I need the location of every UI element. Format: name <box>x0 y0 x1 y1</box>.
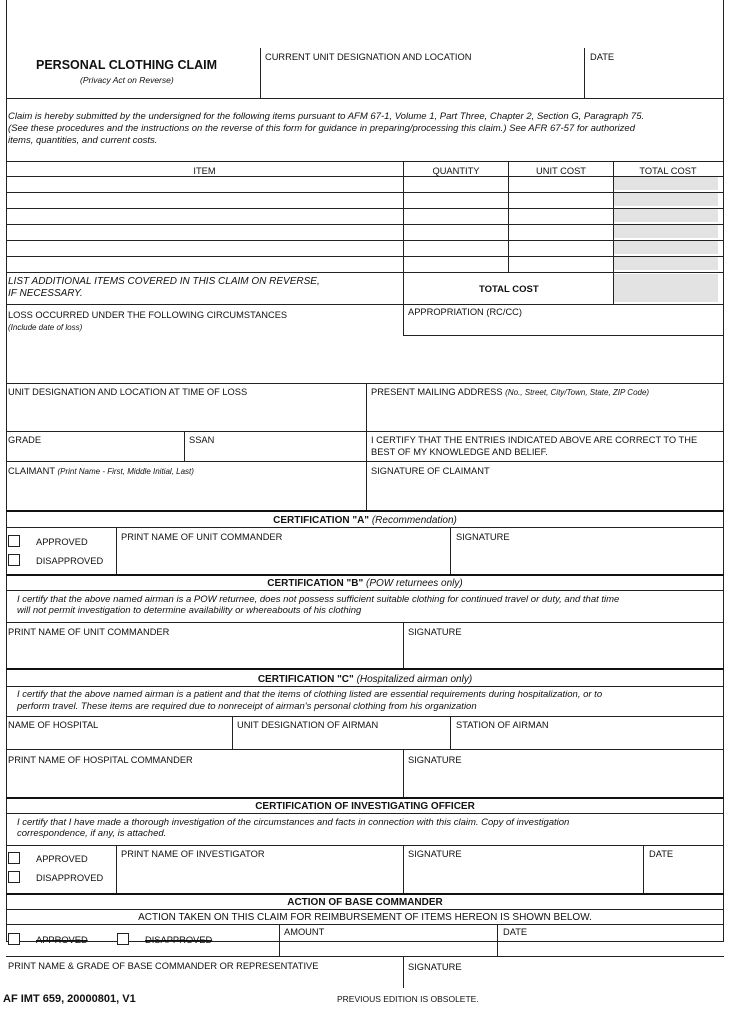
divider <box>184 431 185 461</box>
header-item: ITEM <box>193 166 216 176</box>
total-cost-cell <box>614 193 718 206</box>
intro-line-3: items, quantities, and current costs. <box>8 135 158 146</box>
divider <box>6 431 724 432</box>
cert-a-disapproved-checkbox[interactable] <box>8 554 20 566</box>
unit-at-loss-label: UNIT DESIGNATION AND LOCATION AT TIME OF LOSS <box>8 387 248 397</box>
claimant-signature-label: SIGNATURE OF CLAIMANT <box>371 466 490 476</box>
form-subtitle: (Privacy Act on Reverse) <box>80 75 174 85</box>
investigator-signature-label: SIGNATURE <box>408 849 462 859</box>
certify-line-1: I CERTIFY THAT THE ENTRIES INDICATED ABOVE ARE CORRECT TO THE <box>371 435 698 445</box>
intro-line-2: (See these procedures and the instructions on the reverse of this form for guidance in preparing/processing this claim.) See AFR 67-57 for authorized <box>8 123 635 134</box>
divider <box>6 383 724 384</box>
cert-a-approved-checkbox[interactable] <box>8 535 20 547</box>
column-divider <box>403 161 404 304</box>
certify-line-2: BEST OF MY KNOWLEDGE AND BELIEF. <box>371 447 548 457</box>
divider <box>232 716 233 749</box>
cert-a-commander-label: PRINT NAME OF UNIT COMMANDER <box>121 532 283 542</box>
divider <box>403 845 404 893</box>
airman-station-label: STATION OF AIRMAN <box>456 720 549 730</box>
divider <box>6 893 724 895</box>
cert-b-subtitle: (POW returnees only) <box>366 578 463 589</box>
cert-c-title <box>6 674 724 685</box>
divider <box>6 590 724 591</box>
cert-b-signature-label: SIGNATURE <box>408 627 462 637</box>
divider <box>403 304 404 335</box>
divider <box>6 668 724 670</box>
hospital-name-label: NAME OF HOSPITAL <box>8 720 99 730</box>
divider <box>6 749 724 750</box>
cert-a-heading: CERTIFICATION "A" <box>273 515 370 526</box>
investigator-name-label: PRINT NAME OF INVESTIGATOR <box>121 849 265 859</box>
divider <box>403 749 404 797</box>
item-field[interactable] <box>8 241 402 255</box>
divider <box>6 686 724 687</box>
item-field[interactable] <box>8 225 402 239</box>
divider <box>6 813 724 814</box>
cert-a-subtitle: (Recommendation) <box>371 515 457 526</box>
base-commander-title: ACTION OF BASE COMMANDER <box>287 897 443 908</box>
base-signature-label: SIGNATURE <box>408 962 462 972</box>
form-id: AF IMT 659, 20000801, V1 <box>3 993 136 1005</box>
divider <box>6 797 724 799</box>
divider <box>6 574 724 576</box>
cert-b-text-2: will not permit investigation to determine availability or whereabouts of his clothing <box>17 605 362 616</box>
divider <box>6 461 724 462</box>
amount-label: AMOUNT <box>284 927 325 937</box>
divider <box>6 845 724 846</box>
cert-c-subtitle: (Hospitalized airman only) <box>356 674 473 685</box>
table-row <box>6 272 724 273</box>
divider <box>279 924 280 956</box>
divider <box>6 510 724 512</box>
cert-c-text-2: perform travel. These items are required due to nonreceipt of airman's personal clothing from his organization <box>17 701 477 712</box>
obsolete-notice: PREVIOUS EDITION IS OBSOLETE. <box>337 994 479 1004</box>
cert-a-disapproved-label: DISAPPROVED <box>36 556 104 566</box>
cert-c-heading: CERTIFICATION "C" <box>257 674 354 685</box>
divider <box>403 956 404 988</box>
cert-a-title <box>6 515 724 526</box>
total-cost-label: TOTAL COST <box>479 284 539 295</box>
base-disapproved-label: DISAPPROVED <box>145 935 213 945</box>
cert-b-heading: CERTIFICATION "B" <box>267 578 364 589</box>
additional-items-note-2: IF NECESSARY. <box>8 288 83 299</box>
claimant-hint: (Print Name - First, Middle Initial, Last) <box>57 467 194 476</box>
base-approved-label: APPROVED <box>36 935 88 945</box>
current-unit-field[interactable] <box>262 64 582 96</box>
divider <box>403 622 404 668</box>
investigator-approved-label: APPROVED <box>36 854 88 864</box>
divider <box>6 716 724 717</box>
appropriation-label: APPROPRIATION (RC/CC) <box>408 307 522 317</box>
cert-b-commander-label: PRINT NAME OF UNIT COMMANDER <box>8 627 170 637</box>
divider <box>643 845 644 893</box>
total-cost-cell <box>614 257 718 270</box>
column-divider <box>613 161 614 304</box>
divider <box>366 383 367 511</box>
investigator-text-2: correspondence, if any, is attached. <box>17 828 167 839</box>
divider <box>116 527 117 574</box>
base-commander-name-label: PRINT NAME & GRADE OF BASE COMMANDER OR REPRESENTATIVE <box>8 961 319 971</box>
additional-items-note: LIST ADDITIONAL ITEMS COVERED IN THIS CLAIM ON REVERSE, <box>8 276 320 287</box>
investigator-text-1: I certify that I have made a thorough investigation of the circumstances and facts in connection with this claim. Copy of investigation <box>17 817 570 828</box>
item-field[interactable] <box>8 257 402 271</box>
total-cost-cell <box>614 225 718 238</box>
total-cost-cell <box>614 241 718 254</box>
divider <box>584 48 585 98</box>
form-title: PERSONAL CLOTHING CLAIM <box>36 58 218 72</box>
divider <box>6 527 724 528</box>
hospital-commander-label: PRINT NAME OF HOSPITAL COMMANDER <box>8 755 193 765</box>
mailing-address-title: PRESENT MAILING ADDRESS <box>371 387 503 397</box>
investigator-title: CERTIFICATION OF INVESTIGATING OFFICER <box>255 801 475 812</box>
mailing-address-label <box>371 387 649 398</box>
total-cost-cell <box>614 209 718 222</box>
divider <box>450 527 451 574</box>
grand-total-cell <box>614 274 718 302</box>
cert-a-signature-label: SIGNATURE <box>456 532 510 542</box>
date-field[interactable] <box>586 64 722 96</box>
airman-unit-label: UNIT DESIGNATION OF AIRMAN <box>237 720 379 730</box>
divider <box>116 845 117 893</box>
divider <box>6 98 724 99</box>
item-field[interactable] <box>8 209 402 223</box>
base-date-label: DATE <box>503 927 528 937</box>
ssan-label: SSAN <box>189 435 215 445</box>
current-unit-label: CURRENT UNIT DESIGNATION AND LOCATION <box>265 52 472 62</box>
table-top <box>6 161 724 162</box>
base-commander-subtitle: ACTION TAKEN ON THIS CLAIM FOR REIMBURSEMENT OF ITEMS HEREON IS SHOWN BELOW. <box>138 912 592 923</box>
divider <box>6 622 724 623</box>
claimant-title: CLAIMANT <box>8 466 55 476</box>
item-field[interactable] <box>8 193 402 207</box>
divider <box>403 335 724 336</box>
investigator-date-label: DATE <box>649 849 674 859</box>
grade-label: GRADE <box>8 435 42 445</box>
cert-b-text-1: I certify that the above named airman is a POW returnee, does not possess sufficient suitable clothing for continued travel or duty, and that time <box>17 594 620 605</box>
loss-circumstances-field[interactable] <box>8 336 720 380</box>
divider <box>260 48 261 98</box>
claimant-label <box>8 466 194 477</box>
investigator-disapproved-checkbox[interactable] <box>8 871 20 883</box>
divider <box>6 924 724 925</box>
date-label: DATE <box>590 52 615 62</box>
loss-date-hint: (Include date of loss) <box>8 323 83 332</box>
intro-line-1: Claim is hereby submitted by the undersigned for the following items pursuant to AFM 67-1, Volume 1, Part Three, Chapter 2, Section G, Paragraph 75. <box>8 111 645 122</box>
divider <box>6 909 724 910</box>
loss-circumstances-label: LOSS OCCURRED UNDER THE FOLLOWING CIRCUMSTANCES <box>8 310 288 320</box>
base-disapproved-checkbox[interactable] <box>117 933 129 945</box>
item-field[interactable] <box>8 177 402 191</box>
investigator-disapproved-label: DISAPPROVED <box>36 873 104 883</box>
investigator-approved-checkbox[interactable] <box>8 852 20 864</box>
divider <box>6 956 724 957</box>
mailing-address-hint: (No., Street, City/Town, State, ZIP Code) <box>505 388 650 397</box>
cert-b-title <box>6 578 724 589</box>
header-unit-cost: UNIT COST <box>536 166 586 176</box>
cert-a-approved-label: APPROVED <box>36 537 88 547</box>
divider <box>450 716 451 749</box>
divider <box>6 304 724 305</box>
header-quantity: QUANTITY <box>432 166 480 176</box>
total-cost-cell <box>614 177 718 190</box>
base-approved-checkbox[interactable] <box>8 933 20 945</box>
divider <box>497 924 498 956</box>
cert-c-signature-label: SIGNATURE <box>408 755 462 765</box>
column-divider <box>508 161 509 272</box>
header-total-cost: TOTAL COST <box>639 166 697 176</box>
cert-c-text-1: I certify that the above named airman is a patient and that the items of clothing listed are essential requirements during hospitalization, or to <box>17 689 603 700</box>
